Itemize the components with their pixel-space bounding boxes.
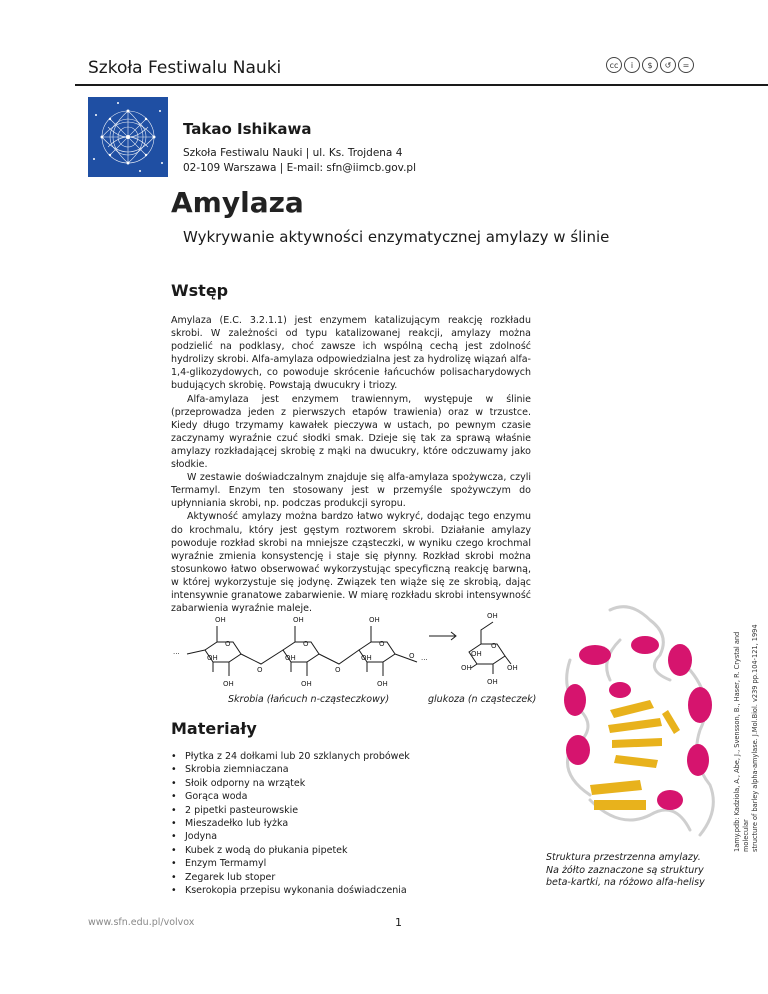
by-icon: i (624, 57, 640, 73)
oh-label: OH (461, 664, 472, 672)
oh-label: OH (471, 650, 482, 658)
amylase-structure-image (550, 600, 725, 850)
credit-line-1: 1amy.pdb: Kadziola, A., Abe, J., Svensson, B., Haser, R. Crystal and molecular (733, 631, 750, 852)
intro-paragraph: W zestawie doświadczalnym znajduje się alfa-amylaza spożywcza, czyli Termamyl. Enzym ten stosowany jest w przemyśle spożywczym do upłynniania skrobi, np. podczas produkcji syropu. (171, 472, 531, 510)
header-title: Szkoła Festiwalu Nauki (88, 58, 282, 78)
o-label: O (257, 666, 263, 674)
glucose-caption: glukoza (n cząsteczek) (428, 694, 537, 705)
document-title: Amylaza (171, 186, 304, 219)
protein-caption (546, 852, 746, 890)
o-label: O (303, 640, 309, 648)
intro-heading: Wstęp (171, 281, 229, 300)
list-item: • Mieszadełko lub łyżka (171, 817, 410, 830)
credit-line-2: structure of barley alpha-amylase. J.Mol.Biol. v239 pp.104-121, 1994 (751, 624, 759, 852)
materials-heading: Materiały (171, 719, 257, 738)
materials-list (171, 750, 410, 897)
author-name: Takao Ishikawa (183, 120, 312, 138)
o-label: O (225, 640, 231, 648)
o-label: O (335, 666, 341, 674)
o-label: O (379, 640, 385, 648)
list-item: • Skrobia ziemniaczana (171, 763, 410, 776)
list-item: • Słoik odporny na wrzątek (171, 777, 410, 790)
intro-text (171, 314, 531, 615)
starch-caption: Skrobia (łańcuch n-cząsteczkowy) (228, 694, 390, 705)
author-address (183, 146, 416, 176)
intro-paragraph: Amylaza (E.C. 3.2.1.1) jest enzymem katalizującym reakcję rozkładu skrobi. W zależności od typu katalizowanej reakcji, amylazy można podzielić na podklasy, choć zawsze ich wspólną cechą jest zdolność hydrolizy skrobi. Alfa-amylaza odpowiedzialna jest za hydrolizę wiązań alfa-1,4-glikozydowych, co powoduje skrócenie łańcuchów polisacharydowych budujących skrobię. Powstają dwucukry i triozy. (171, 315, 531, 392)
list-item: • Jodyna (171, 830, 410, 843)
oh-label: OH (507, 664, 518, 672)
footer-url: www.sfn.edu.pl/volvox (88, 917, 195, 928)
institution-logo (88, 97, 168, 177)
header-rule (75, 84, 768, 86)
ellipsis-right: ··· (421, 656, 428, 664)
oh-label: OH (487, 678, 498, 686)
oh-label: OH (223, 680, 234, 688)
list-item: • Płytka z 24 dołkami lub 20 szklanych probówek (171, 750, 410, 763)
list-item: • Gorąca woda (171, 790, 410, 803)
nc-icon: $ (642, 57, 658, 73)
caption-line-1: Struktura przestrzenna amylazy. (546, 852, 701, 863)
intro-paragraph: Alfa-amylaza jest enzymem trawiennym, występuje w ślinie (przeprowadza jeden z pierwszych etapów trawienia) oraz w trzustce. Kiedy długo trzymamy kawałek pieczywa w ustach, po pewnym czasie zaczynamy wyraźnie czuć słodki smak. Dzieje się tak za sprawą właśnie amylazy rozkładającej skrobię z mąki na dwucukry, które odczuwamy jako słodkie. (171, 393, 531, 471)
oh-label: OH (361, 654, 372, 662)
intro-paragraph: Aktywność amylazy można bardzo łatwo wykryć, dodając tego enzymu do krochmalu, który jest gęstym roztworem skrobi. Działanie amylazy powoduje rozkład skrobi na mniejsze cząsteczki, w wyniku czego krochmal wyraźnie zmienia konsystencję i staje się płynny. Rozkład skrobi można stosunkowo łatwo obserwować wykorzystując specyficzną reakcję barwną, w której wykorzystuje się jodynę. Związek ten wiąże się ze skrobią, dając intensywnie granatowe zabarwienie. W miarę rozkładu skrobi intensywność zabarwienia wyraźnie maleje. (171, 511, 531, 615)
starch-hydrolysis-figure (165, 604, 545, 696)
document-subtitle: Wykrywanie aktywności enzymatycznej amylazy w ślinie (183, 228, 610, 246)
sa-icon: ↺ (660, 57, 676, 73)
cc-icon: cc (606, 57, 622, 73)
oh-label: OH (293, 616, 304, 624)
list-item: • Kserokopia przepisu wykonania doświadczenia (171, 884, 410, 897)
oh-label: OH (207, 654, 218, 662)
page-number: 1 (395, 916, 402, 929)
list-item: • Kubek z wodą do płukania pipetek (171, 844, 410, 857)
license-icons (606, 57, 694, 73)
oh-label: OH (487, 612, 498, 620)
list-item: • 2 pipetki pasteurowskie (171, 804, 410, 817)
ellipsis-left: ··· (173, 650, 180, 658)
address-line-2: 02-109 Warszawa | E-mail: sfn@iimcb.gov.pl (183, 162, 417, 174)
list-item: • Zegarek lub stoper (171, 871, 410, 884)
image-credit (733, 607, 757, 852)
oh-label: OH (377, 680, 388, 688)
o-label: O (409, 652, 415, 660)
o-label: O (491, 642, 497, 650)
oh-label: OH (285, 654, 296, 662)
oh-label: OH (301, 680, 312, 688)
list-item: • Enzym Termamyl (171, 857, 410, 870)
oh-label: OH (369, 616, 380, 624)
caption-line-2: Na żółto zaznaczone są struktury (546, 864, 704, 876)
oh-label: OH (215, 616, 226, 624)
nd-icon: = (678, 57, 694, 73)
caption-line-3: beta-kartki, na różowo alfa-helisy (546, 877, 705, 888)
address-line-1: Szkoła Festiwalu Nauki | ul. Ks. Trojdena 4 (183, 147, 403, 159)
